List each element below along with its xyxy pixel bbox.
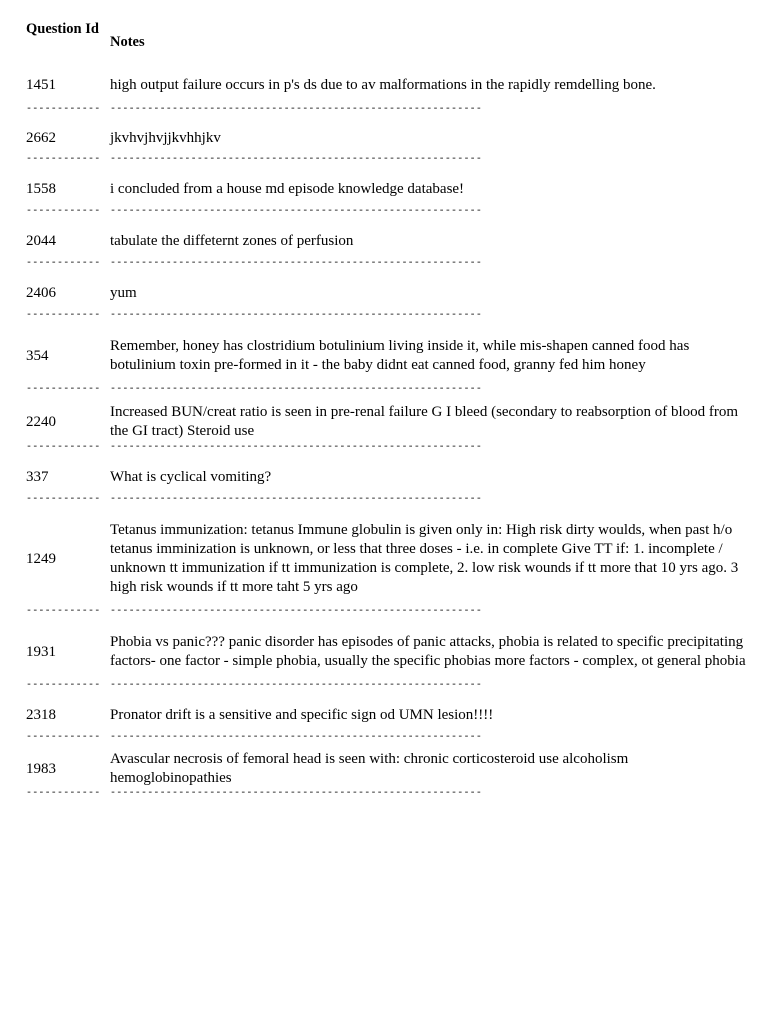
note-cell: tabulate the diffeternt zones of perfusion	[110, 232, 354, 249]
note-cell: Avascular necrosis of femoral head is seen with: chronic corticosteroid use alcoholism hemoglobinopathies	[110, 751, 629, 786]
question-id-cell: 1249	[26, 550, 56, 567]
separator-id-dashes: ------------	[26, 154, 101, 165]
row-separator	[26, 154, 756, 172]
row-separator	[26, 206, 756, 224]
separator-notes-dashes: ------------------------------------------------------------	[110, 732, 483, 743]
row-separator	[26, 680, 756, 698]
row-separator	[26, 310, 756, 328]
table-header	[26, 22, 756, 66]
separator-notes-dashes: ------------------------------------------------------------	[110, 384, 483, 395]
note-cell: Tetanus immunization: tetanus Immune globulin is given only in: High risk dirty woulds, when past h/o tetanus imminization is unknown, or less that three doses - i.e. in complete Give TT if: 1. incomplete / unknown tt immunization if tt immunization is complete, 2. low risk wounds if tt more that 10 yrs ago. 3 high risk wounds if tt more taht 5 yrs ago	[110, 522, 739, 595]
table-row	[26, 624, 756, 680]
note-cell: Phobia vs panic??? panic disorder has episodes of panic attacks, phobia is related to specific precipitating factors- one factor - simple phobia, usually the specific phobias more factors - complex, ot general phobia	[110, 634, 746, 669]
note-cell: Pronator drift is a sensitive and specific sign od UMN lesion!!!!	[110, 706, 494, 723]
row-separator	[26, 606, 756, 624]
separator-notes-dashes: ------------------------------------------------------------	[110, 680, 483, 691]
question-id-cell: 337	[26, 468, 49, 485]
note-cell: i concluded from a house md episode knowledge database!	[110, 180, 465, 197]
note-cell: What is cyclical vomiting?	[110, 468, 272, 485]
row-separator	[26, 384, 756, 402]
question-id-cell: 1931	[26, 643, 56, 660]
separator-notes-dashes: ------------------------------------------------------------	[110, 494, 483, 505]
separator-notes-dashes: ------------------------------------------------------------	[110, 258, 483, 269]
separator-id-dashes: ------------	[26, 310, 101, 321]
separator-id-dashes: ------------	[26, 258, 101, 269]
separator-notes-dashes: ------------------------------------------------------------	[110, 442, 483, 453]
row-separator	[26, 442, 756, 460]
table-row	[26, 512, 756, 606]
table-row	[26, 122, 756, 154]
question-id-cell: 1558	[26, 180, 56, 197]
table-body	[26, 66, 756, 806]
separator-notes-dashes: ------------------------------------------------------------	[110, 606, 483, 617]
table-row	[26, 224, 756, 258]
question-id-cell: 2318	[26, 706, 56, 723]
question-id-cell: 2044	[26, 232, 56, 249]
table-row	[26, 172, 756, 206]
question-id-cell: 354	[26, 347, 49, 364]
table-row	[26, 698, 756, 732]
note-cell: Remember, honey has clostridium botulinium living inside it, while mis-shapen canned food has botulinium toxin pre-formed in it - the baby didnt eat canned food, granny fed him honey	[110, 338, 690, 373]
separator-id-dashes: ------------	[26, 606, 101, 617]
row-separator	[26, 732, 756, 750]
note-cell: jkvhvjhvjjkvhhjkv	[110, 129, 221, 146]
question-id-cell: 1451	[26, 76, 56, 93]
separator-id-dashes: ------------	[26, 494, 101, 505]
separator-id-dashes: ------------	[26, 206, 101, 217]
separator-notes-dashes: ------------------------------------------------------------	[110, 104, 483, 115]
separator-notes-dashes: ------------------------------------------------------------	[110, 154, 483, 165]
question-id-cell: 1983	[26, 760, 56, 777]
separator-id-dashes: ------------	[26, 680, 101, 691]
row-separator	[26, 258, 756, 276]
notes-table	[26, 22, 756, 806]
row-separator	[26, 104, 756, 122]
question-id-cell: 2406	[26, 284, 56, 301]
separator-id-dashes: ------------	[26, 442, 101, 453]
table-row	[26, 402, 756, 442]
separator-id-dashes: ------------	[26, 732, 101, 743]
table-row	[26, 460, 756, 494]
row-separator	[26, 788, 756, 806]
note-cell: high output failure occurs in p's ds due to av malformations in the rapidly remdelling bone.	[110, 76, 656, 93]
question-id-cell: 2240	[26, 413, 56, 430]
separator-notes-dashes: ------------------------------------------------------------	[110, 206, 483, 217]
note-cell: yum	[110, 284, 137, 301]
question-id-cell: 2662	[26, 129, 56, 146]
separator-id-dashes: ------------	[26, 104, 101, 115]
table-row	[26, 66, 756, 104]
notes-header: Notes	[110, 34, 145, 50]
separator-id-dashes: ------------	[26, 384, 101, 395]
row-separator	[26, 494, 756, 512]
table-row	[26, 276, 756, 310]
table-row	[26, 750, 756, 788]
table-row	[26, 328, 756, 384]
question-id-header: Question Id	[26, 21, 99, 37]
separator-notes-dashes: ------------------------------------------------------------	[110, 788, 483, 799]
separator-notes-dashes: ------------------------------------------------------------	[110, 310, 483, 321]
separator-id-dashes: ------------	[26, 788, 101, 799]
note-cell: Increased BUN/creat ratio is seen in pre-renal failure G I bleed (secondary to reabsorption of blood from the GI tract) Steroid use	[110, 404, 739, 439]
